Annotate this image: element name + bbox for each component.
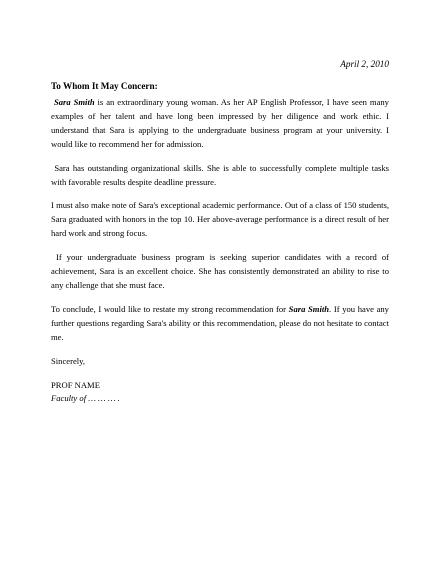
student-name-conclusion: Sara Smith	[288, 303, 330, 314]
paragraph-recommendation-text: If your undergraduate business program is seeking superior candidates with a record of achievement, Sara is an excellent choice. She has consistently demonstrated an ability to rise to any challenge that she must face.	[51, 252, 389, 290]
paragraph-conclusion-lead: To conclude, I would like to restate my strong recommendation for	[51, 303, 289, 314]
faculty-placeholder: … … … .	[88, 393, 120, 404]
faculty-line	[51, 392, 389, 406]
closing: Sincerely,	[51, 355, 86, 366]
salutation: To Whom It May Concern:	[51, 81, 158, 91]
paragraph-intro	[51, 96, 389, 152]
paragraph-conclusion	[51, 303, 389, 345]
paragraph-skills-text: Sara has outstanding organizational skills. She is able to successfully complete multiple tasks with favorable results despite deadline pressure.	[51, 162, 389, 187]
faculty-label: Faculty of	[51, 393, 89, 404]
paragraph-recommendation	[51, 251, 389, 293]
paragraph-skills	[51, 162, 389, 190]
paragraph-academics: I must also make note of Sara's exceptional academic performance. Out of a class of 150 students, Sara graduated with honors in the top 10. Her above-average performance is a direct result of her hard work and strong focus.	[51, 200, 389, 239]
letter-date: April 2, 2010	[340, 59, 389, 69]
letter-body	[51, 96, 389, 406]
signer-name: PROF NAME	[51, 379, 100, 390]
paragraph-intro-text: is an extraordinary young woman. As her AP English Professor, I have seen many examples of her talent and have long been impressed by her diligence and work ethic. I understand that Sara is applying to the undergraduate business program at your university. I would like to recommend her for admission.	[51, 97, 389, 149]
student-name: Sara Smith	[53, 97, 95, 107]
paragraph-conclusion-text: . If you have any further questions regarding Sara's ability or this recommendation, please do not hesitate to contact me.	[51, 303, 389, 342]
